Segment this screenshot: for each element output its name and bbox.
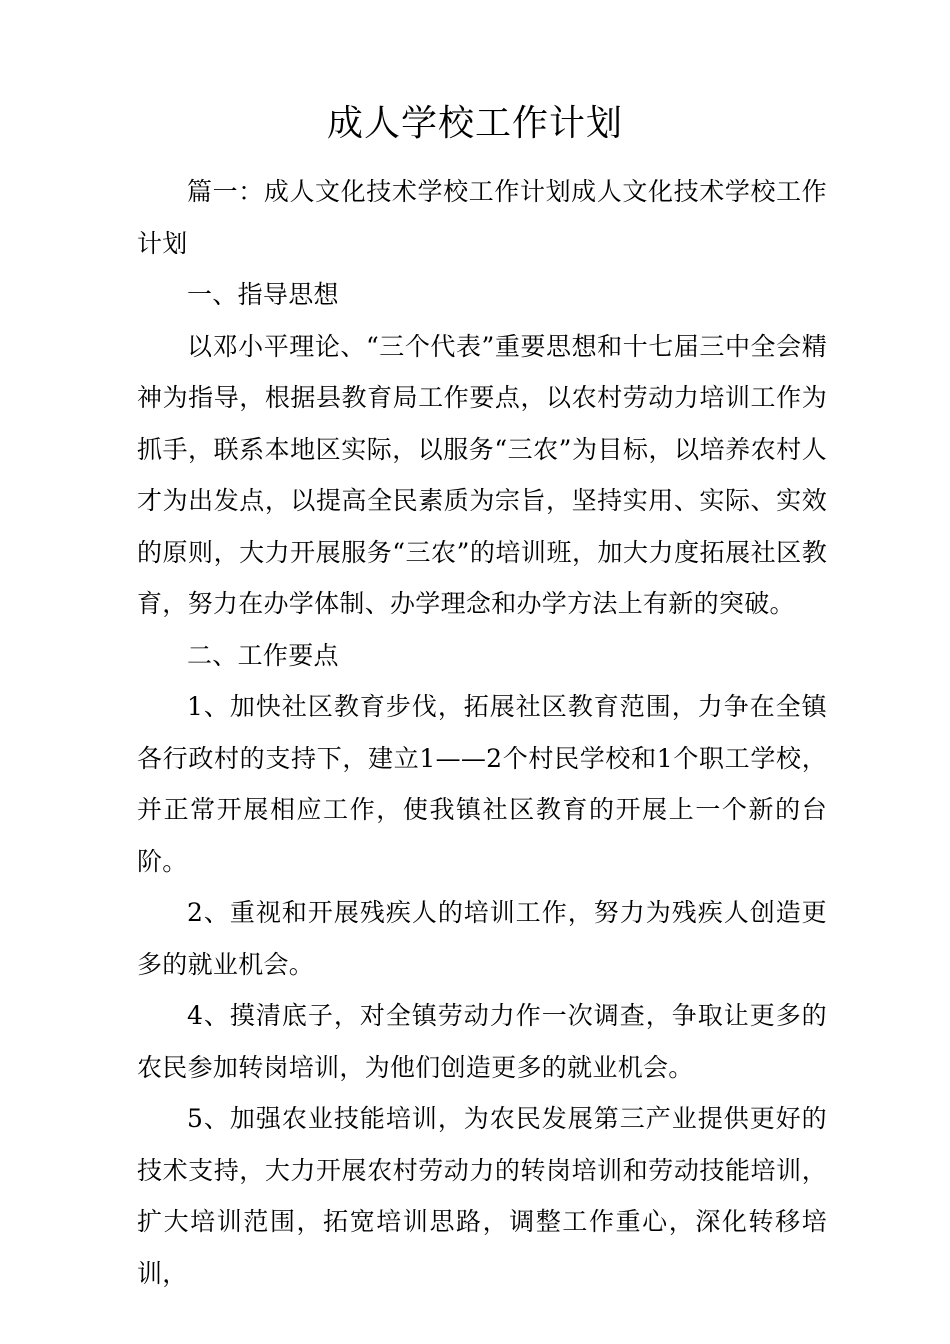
paragraph-guiding-thought: 以邓小平理论、“三个代表”重要思想和十七届三中全会精神为指导，根据县教育局工作要点，以农村劳动力培训工作为抓手，联系本地区实际，以服务“三农”为目标，以培养农村人才为出发点，以提高全民素质为宗旨，坚持实用、实际、实效的原则，大力开展服务“三农”的培训班，加大力度拓展社区教育，努力在办学体制、办学理念和办学方法上有新的突破。: [137, 331, 827, 618]
section-heading-work-points: 二、工作要点: [187, 640, 339, 670]
paragraph-point-5: 5、加强农业技能培训，为农民发展第三产业提供更好的技术支持，大力开展农村劳动力的转岗培训和劳动技能培训，扩大培训范围，拓宽培训思路，调整工作重心，深化转移培训，: [137, 1104, 827, 1288]
section-heading-guiding-thought: 一、指导思想: [187, 280, 339, 309]
paragraph-point-4: 4、摸清底子，对全镇劳动力作一次调查，争取让更多的农民参加转岗培训，为他们创造更多的就业机会。: [137, 1001, 827, 1082]
document-title: 成人学校工作计划: [326, 103, 623, 144]
paragraph-point-2: 2、重视和开展残疾人的培训工作，努力为残疾人创造更多的就业机会。: [137, 898, 827, 979]
paragraph-heading-part-one: 篇一：成人文化技术学校工作计划成人文化技术学校工作计划: [137, 177, 827, 258]
document-body: [137, 166, 827, 1299]
paragraph-point-1: 1、加快社区教育步伐，拓展社区教育范围，力争在全镇各行政村的支持下，建立1——2个村民学校和1个职工学校，并正常开展相应工作，使我镇社区教育的开展上一个新的台阶。: [137, 692, 827, 876]
